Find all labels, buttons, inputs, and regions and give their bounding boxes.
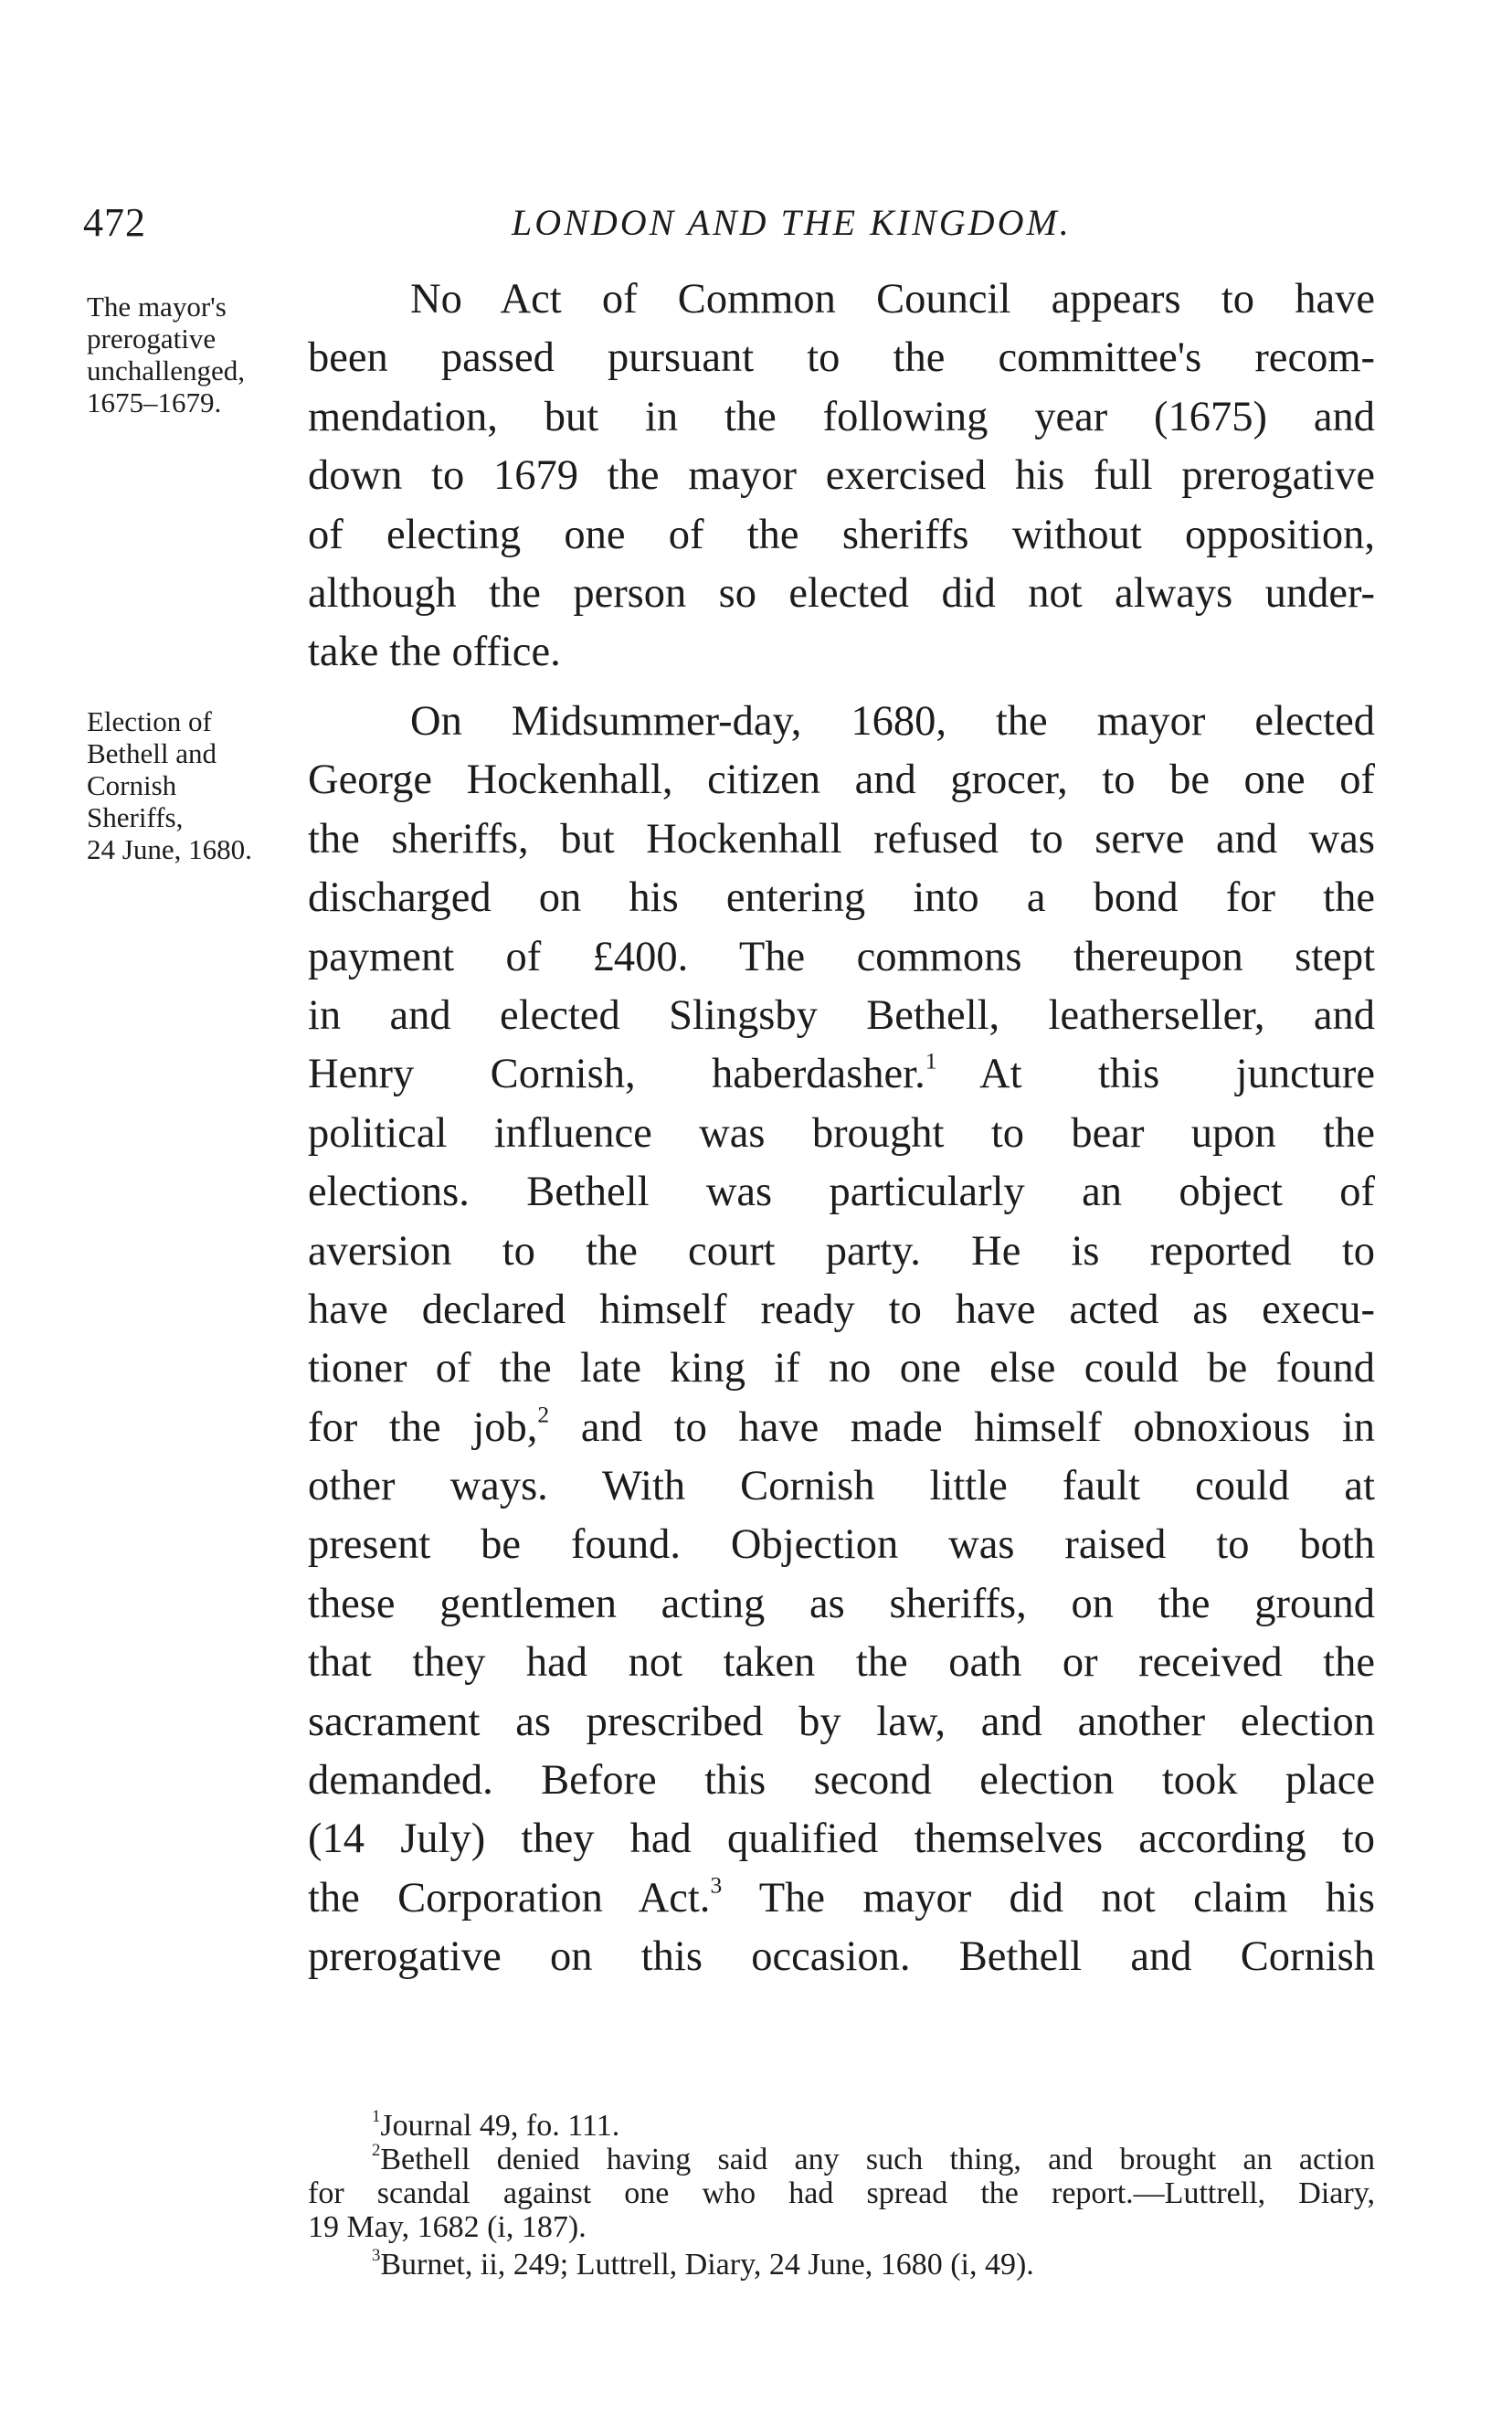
text-line: present be found. Objection was raised to both — [308, 1521, 1375, 1569]
text-segment: The mayor did not claim his — [758, 1874, 1375, 1922]
text-line — [308, 1869, 1375, 1928]
footnote-number: 1 — [372, 2107, 381, 2127]
text-line: been passed pursuant to the committee's recom- — [308, 334, 1375, 382]
text-line: down to 1679 the mayor exercised his full prerogative — [308, 452, 1375, 500]
text-segment: Henry Cornish, haberdasher. — [308, 1051, 925, 1098]
footnote-3 — [372, 2248, 1375, 2282]
footnote-number: 2 — [372, 2141, 381, 2161]
footnote-line — [372, 2109, 1375, 2143]
text-line: elections. Bethell was particularly an object of — [308, 1169, 1375, 1216]
text-line: other ways. With Cornish little fault could at — [308, 1463, 1375, 1510]
text-line — [308, 1045, 1375, 1104]
text-line: of electing one of the sheriffs without opposition, — [308, 511, 1375, 558]
text-line: George Hockenhall, citizen and grocer, to be one of — [308, 757, 1375, 804]
running-head: LONDON AND THE KINGDOM. — [512, 202, 1072, 243]
footnote-line: 19 May, 1682 (i, 187). — [308, 2210, 587, 2244]
text-line: the sheriffs, but Hockenhall refused to serve and was — [308, 815, 1375, 863]
text-line: in and elected Slingsby Bethell, leatherseller, and — [308, 991, 1375, 1039]
footnote-number: 3 — [372, 2246, 381, 2266]
sidenote-line: The mayor's — [87, 291, 227, 323]
footnote-2 — [308, 2143, 1375, 2244]
footnote-text: Journal 49, fo. 111. — [380, 2109, 620, 2143]
text-line: On Midsummer-day, 1680, the mayor elected — [410, 698, 1375, 745]
sidenote-line: Bethell and — [87, 737, 217, 769]
footnote-line — [308, 2143, 1375, 2176]
text-segment: At this juncture — [979, 1051, 1375, 1098]
text-line: political influence was brought to bear upon the — [308, 1109, 1375, 1157]
footnote-mark: 1 — [925, 1047, 937, 1075]
text-line: demanded. Before this second election took place — [308, 1757, 1375, 1805]
footnote-text: Bethell denied having said any such thing, and brought an action — [380, 2143, 1375, 2176]
footnote-line — [372, 2248, 1375, 2282]
sidenote-mayor-prerogative — [87, 291, 315, 418]
footnotes — [308, 2109, 1375, 2282]
text-line: prerogative on this occasion. Bethell and Cornish — [308, 1933, 1375, 1981]
text-line — [308, 1399, 1375, 1457]
sidenote-line: prerogative — [87, 323, 217, 355]
text-line: discharged on his entering into a bond for the — [308, 874, 1375, 922]
footnote-line: for scandal against one who had spread the report.—Luttrell, Diary, — [308, 2176, 1375, 2210]
sidenote-line: 24 June, 1680. — [87, 833, 252, 865]
sidenote-line: unchallenged, — [87, 355, 246, 386]
text-line: have declared himself ready to have acted as execu- — [308, 1286, 1375, 1333]
sidenote-line: Sheriffs, — [87, 801, 184, 833]
text-line: these gentlemen acting as sheriffs, on the ground — [308, 1580, 1375, 1627]
text-line: (14 July) they had qualified themselves according to — [308, 1816, 1375, 1863]
text-line: sacrament as prescribed by law, and another election — [308, 1698, 1375, 1745]
paragraph-election-bethell-cornish — [308, 693, 1375, 1987]
text-segment: for the job, — [308, 1403, 538, 1451]
text-line: that they had not taken the oath or received the — [308, 1639, 1375, 1687]
sidenote-line: 1675–1679. — [87, 386, 222, 418]
sidenote-line: Election of — [87, 705, 212, 737]
footnote-1 — [372, 2109, 1375, 2143]
text-line: although the person so elected did not always under- — [308, 569, 1375, 617]
sidenote-election-sheriffs — [87, 705, 315, 865]
sidenote-line: Cornish — [87, 769, 177, 801]
text-segment: and to have made himself obnoxious in — [580, 1403, 1376, 1451]
text-line: tioner of the late king if no one else could be found — [308, 1345, 1375, 1392]
text-segment: the Corporation Act. — [308, 1874, 711, 1922]
text-line: take the office. — [308, 629, 561, 676]
footnote-text: Burnet, ii, 249; Luttrell, Diary, 24 June, 1680 (i, 49). — [380, 2248, 1034, 2282]
page-number: 472 — [83, 200, 146, 245]
footnote-mark: 2 — [537, 1401, 550, 1428]
footnote-mark: 3 — [710, 1871, 723, 1899]
text-line: mendation, but in the following year (1675) and — [308, 393, 1375, 440]
paragraph-mayor-prerogative — [308, 270, 1375, 683]
text-line: payment of £400. The commons thereupon stept — [308, 933, 1375, 980]
text-line: aversion to the court party. He is reported to — [308, 1227, 1375, 1275]
text-line: No Act of Common Council appears to have — [410, 276, 1375, 323]
